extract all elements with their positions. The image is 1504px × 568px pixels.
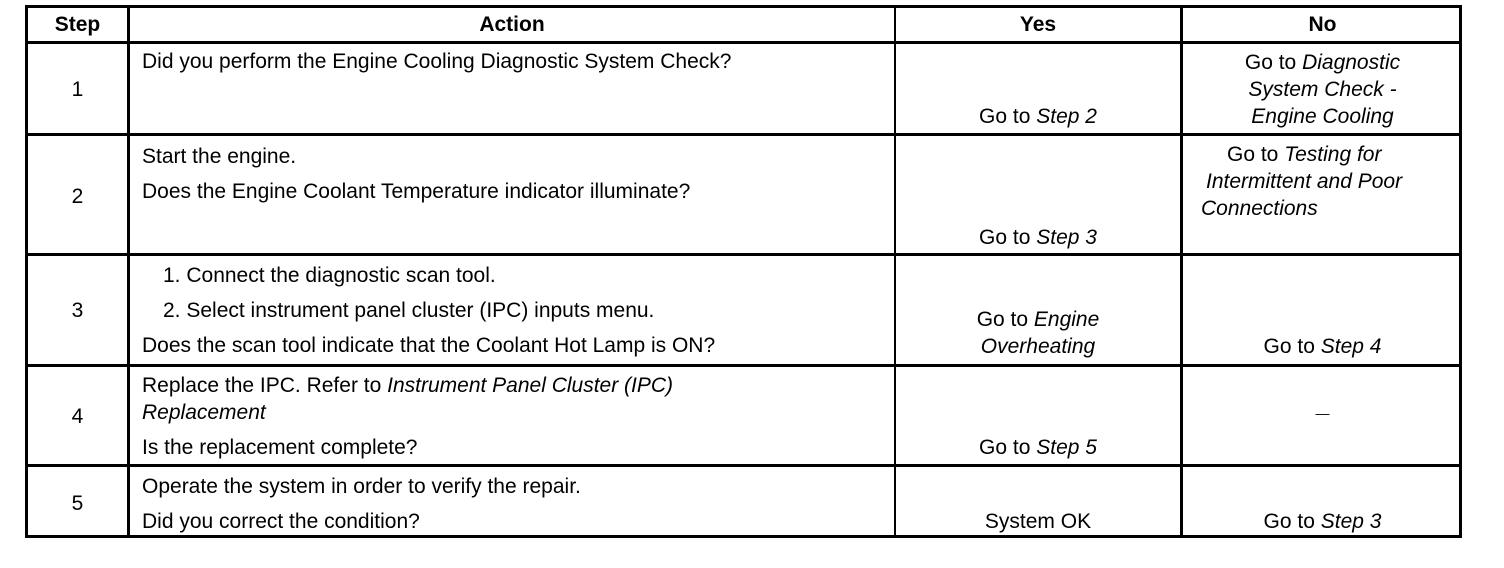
no-ref: Diagnostic <box>1302 51 1401 74</box>
action-text: Did you correct the condition? <box>142 510 420 533</box>
no-ref: Intermittent and Poor <box>1206 170 1403 193</box>
yes-text: System OK <box>984 510 1092 533</box>
no-cell <box>1183 49 1462 130</box>
action-text: Is the replacement complete? <box>142 436 418 459</box>
no-prefix: Go to <box>1227 143 1285 166</box>
yes-ref: Step 3 <box>1036 226 1097 249</box>
action-text: Operate the system in order to verify the repair. <box>142 475 581 498</box>
header-step: Step <box>54 13 101 36</box>
no-cell <box>1183 508 1462 535</box>
row-divider <box>28 253 1459 256</box>
action-reference: Instrument Panel Cluster (IPC) <box>387 374 674 397</box>
step-number: 1 <box>71 78 84 101</box>
yes-cell <box>896 306 1180 360</box>
step-number: 4 <box>71 405 84 428</box>
header-yes: Yes <box>1019 13 1057 36</box>
no-prefix: Go to <box>1263 335 1321 358</box>
no-prefix: Go to <box>1263 510 1321 533</box>
no-ref: Connections <box>1201 197 1318 220</box>
no-cell <box>1183 400 1462 427</box>
step-number: 3 <box>71 299 84 322</box>
no-cell <box>1183 141 1462 222</box>
no-ref: Engine Cooling <box>1251 105 1394 128</box>
yes-cell <box>896 224 1180 251</box>
action-text: Does the Engine Coolant Temperature indicator illuminate? <box>142 180 691 203</box>
no-ref: System Check - <box>1248 78 1397 101</box>
header-action: Action <box>479 13 545 36</box>
action-text: Did you perform the Engine Cooling Diagnostic System Check? <box>142 50 732 73</box>
numbered-step: 1. Connect the diagnostic scan tool. <box>163 264 496 287</box>
action-cell <box>130 473 894 535</box>
no-ref: Step 4 <box>1320 335 1382 358</box>
row-divider <box>28 133 1459 136</box>
action-text: Start the engine. <box>142 145 297 168</box>
yes-prefix: Go to <box>979 105 1037 128</box>
row-divider <box>28 464 1459 467</box>
no-prefix: Go to <box>1244 51 1303 74</box>
no-ref: Testing for <box>1284 143 1382 166</box>
action-text: Does the scan tool indicate that the Coolant Hot Lamp is ON? <box>142 334 716 357</box>
yes-cell <box>896 103 1180 130</box>
action-reference: Replacement <box>142 401 266 424</box>
yes-ref: Step 5 <box>1036 436 1097 459</box>
header-no: No <box>1308 13 1337 36</box>
yes-ref: Overheating <box>980 335 1096 358</box>
action-cell <box>130 143 894 205</box>
yes-cell <box>896 434 1180 461</box>
numbered-step: 2. Select instrument panel cluster (IPC) inputs menu. <box>163 299 655 322</box>
yes-prefix: Go to <box>979 226 1037 249</box>
yes-prefix: Go to <box>979 436 1037 459</box>
no-dash: — <box>1315 405 1330 421</box>
step-number: 2 <box>71 185 84 208</box>
step-number: 5 <box>71 492 84 515</box>
action-cell <box>130 48 894 75</box>
diagnostic-table <box>25 5 1462 538</box>
action-text: Replace the IPC. Refer to <box>142 374 388 397</box>
yes-prefix: Go to <box>976 308 1034 331</box>
no-ref: Step 3 <box>1320 510 1382 533</box>
action-cell <box>130 262 894 359</box>
yes-cell <box>896 508 1180 535</box>
yes-ref: Step 2 <box>1036 105 1097 128</box>
row-divider <box>28 364 1459 367</box>
action-cell <box>130 372 894 461</box>
row-divider <box>28 41 1459 44</box>
no-cell <box>1183 333 1462 360</box>
yes-ref: Engine <box>1033 308 1100 331</box>
